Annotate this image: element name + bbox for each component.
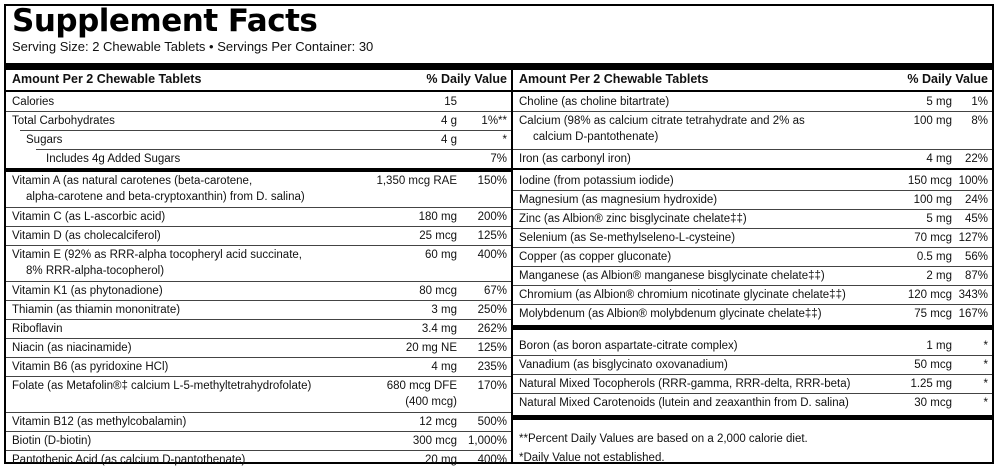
nutrient-name: Folate (as Metafolin®‡ calcium L-5-methyltetrahydrofolate) [12, 380, 312, 392]
serving-info: Serving Size: 2 Chewable Tablets • Servings Per Container: 30 [12, 39, 374, 54]
nutrient-dv: 7% [490, 153, 507, 165]
divider [513, 374, 992, 375]
nutrient-amount-line2: (400 mcg) [405, 396, 457, 408]
nutrient-dv: 150% [477, 175, 507, 187]
nutrient-name: Natural Mixed Carotenoids (lutein and zeaxanthin from D. salina) [519, 397, 849, 409]
nutrient-amount: 70 mcg [914, 232, 952, 244]
nutrient-dv: 400% [477, 454, 507, 466]
divider [513, 266, 992, 267]
nutrient-amount: 3.4 mg [421, 323, 457, 335]
divider [513, 228, 992, 229]
divider [513, 247, 992, 248]
nutrient-amount: 12 mcg [419, 416, 457, 428]
divider [6, 90, 511, 92]
amount-header: Amount Per 2 Chewable Tablets [519, 72, 709, 86]
nutrient-amount: 4 mg [926, 153, 952, 165]
nutrient-amount: 1.25 mg [910, 378, 952, 390]
nutrient-name-line2: calcium D-pantothenate) [533, 131, 659, 143]
nutrient-amount: 5 mg [926, 213, 952, 225]
divider [513, 209, 992, 210]
nutrient-dv: 400% [477, 249, 507, 261]
nutrient-dv: * [983, 359, 988, 371]
nutrient-name: Vitamin D (as cholecalciferol) [12, 230, 161, 242]
nutrient-dv: 167% [958, 308, 988, 320]
dv-header: % Daily Value [907, 72, 988, 86]
nutrient-amount: 3 mg [431, 304, 457, 316]
nutrient-amount: 4 g [441, 115, 457, 127]
nutrient-name: Vitamin C (as L-ascorbic acid) [12, 211, 166, 223]
nutrient-amount: 25 mcg [419, 230, 457, 242]
divider [6, 245, 511, 246]
nutrient-dv: 22% [964, 153, 988, 165]
nutrient-dv: 8% [971, 115, 988, 127]
nutrient-amount: 2 mg [926, 270, 952, 282]
amount-header: Amount Per 2 Chewable Tablets [12, 72, 202, 86]
nutrient-amount: 20 mg NE [405, 342, 457, 354]
nutrient-name: Molybdenum (as Albion® molybdenum glycinate chelate‡‡) [519, 308, 822, 320]
nutrient-amount: 60 mg [425, 249, 457, 261]
nutrient-name: Total Carbohydrates [12, 115, 115, 127]
nutrient-amount: 0.5 mg [916, 251, 952, 263]
nutrient-name-line2: alpha-carotene and beta-cryptoxanthin) from D. salina) [26, 191, 305, 203]
nutrient-name [12, 247, 302, 279]
nutrient-name: Iodine (from potassium iodide) [519, 175, 674, 187]
nutrient-dv: 250% [477, 304, 507, 316]
nutrient-name [12, 173, 305, 205]
divider [6, 226, 511, 227]
divider [513, 325, 992, 330]
nutrient-name: Vitamin K1 (as phytonadione) [12, 285, 163, 297]
nutrient-dv: 125% [477, 230, 507, 242]
nutrient-amount: 1,350 mcg RAE [376, 175, 457, 187]
nutrient-dv: 200% [477, 211, 507, 223]
column-divider [511, 63, 513, 462]
footnote-dv-basis: **Percent Daily Values are based on a 2,000 calorie diet. [519, 433, 808, 445]
nutrient-dv: * [983, 340, 988, 352]
nutrient-name-line1: Vitamin A (as natural carotenes (beta-carotene, [12, 175, 253, 187]
divider [513, 168, 992, 170]
nutrient-dv: 100% [958, 175, 988, 187]
nutrient-amount: 5 mg [926, 96, 952, 108]
nutrient-dv: * [502, 134, 507, 146]
nutrient-dv: 1%** [481, 115, 507, 127]
divider [513, 149, 992, 150]
nutrient-dv: 127% [958, 232, 988, 244]
nutrient-name: Thiamin (as thiamin mononitrate) [12, 304, 181, 316]
divider [20, 130, 511, 131]
nutrient-amount: 50 mcg [914, 359, 952, 371]
divider [36, 149, 511, 150]
divider [6, 450, 511, 451]
nutrient-dv: * [983, 397, 988, 409]
nutrient-amount: 15 [444, 96, 457, 108]
nutrient-name: Vitamin B12 (as methylcobalamin) [12, 416, 187, 428]
nutrient-dv: 24% [964, 194, 988, 206]
divider [6, 207, 511, 208]
nutrient-name: Manganese (as Albion® manganese bisglycinate chelate‡‡) [519, 270, 825, 282]
header-rule [6, 63, 992, 70]
nutrient-name: Calories [12, 96, 55, 108]
nutrient-dv: 56% [964, 251, 988, 263]
divider [6, 319, 511, 320]
nutrient-amount [387, 378, 457, 410]
dv-header: % Daily Value [426, 72, 507, 86]
nutrient-name: Natural Mixed Tocopherols (RRR-gamma, RRR-delta, RRR-beta) [519, 378, 851, 390]
nutrient-name: Sugars [26, 134, 63, 146]
nutrient-dv: 67% [483, 285, 507, 297]
divider [513, 415, 992, 420]
nutrient-dv: 235% [477, 361, 507, 373]
nutrient-name: Copper (as copper gluconate) [519, 251, 672, 263]
nutrient-amount: 4 mg [431, 361, 457, 373]
divider [6, 338, 511, 339]
nutrient-name: Pantothenic Acid (as calcium D-pantothenate) [12, 454, 246, 466]
divider [513, 355, 992, 356]
nutrient-dv: 1,000% [467, 435, 507, 447]
divider [513, 90, 992, 92]
nutrient-amount-line1: 680 mcg DFE [386, 380, 457, 392]
nutrient-name: Iron (as carbonyl iron) [519, 153, 631, 165]
divider [6, 431, 511, 432]
divider [513, 304, 992, 305]
nutrient-amount: 180 mg [418, 211, 457, 223]
nutrient-name: Niacin (as niacinamide) [12, 342, 132, 354]
nutrient-dv: 125% [477, 342, 507, 354]
nutrient-amount: 100 mg [913, 194, 952, 206]
nutrient-amount: 300 mcg [412, 435, 457, 447]
divider [513, 111, 992, 112]
divider [6, 412, 511, 413]
divider [513, 190, 992, 191]
nutrient-amount: 30 mcg [914, 397, 952, 409]
nutrient-dv: * [983, 378, 988, 390]
nutrient-name: Zinc (as Albion® zinc bisglycinate chelate‡‡) [519, 213, 747, 225]
supplement-facts-panel [4, 4, 994, 464]
nutrient-amount: 20 mg [425, 454, 457, 466]
divider [513, 393, 992, 394]
divider [6, 281, 511, 282]
nutrient-amount: 1 mg [926, 340, 952, 352]
nutrient-dv: 45% [964, 213, 988, 225]
nutrient-name: Riboflavin [12, 323, 63, 335]
nutrient-dv: 343% [958, 289, 988, 301]
panel-title: Supplement Facts [12, 3, 318, 39]
nutrient-name: Chromium (as Albion® chromium nicotinate glycinate chelate‡‡) [519, 289, 846, 301]
nutrient-name: Biotin (D-biotin) [12, 435, 92, 447]
nutrient-amount: 100 mg [913, 115, 952, 127]
nutrient-dv: 1% [971, 96, 988, 108]
nutrient-name: Includes 4g Added Sugars [46, 153, 181, 165]
nutrient-name-line1: Vitamin E (92% as RRR-alpha tocopheryl acid succinate, [12, 249, 302, 261]
nutrient-amount: 150 mcg [907, 175, 952, 187]
nutrient-amount: 80 mcg [419, 285, 457, 297]
nutrient-name-line1: Calcium (98% as calcium citrate tetrahydrate and 2% as [519, 115, 805, 127]
nutrient-name [519, 113, 805, 145]
nutrient-amount: 75 mcg [914, 308, 952, 320]
divider [6, 111, 511, 112]
nutrient-amount: 120 mcg [907, 289, 952, 301]
nutrient-name: Boron (as boron aspartate-citrate complex) [519, 340, 738, 352]
nutrient-name: Selenium (as Se-methylseleno-L-cysteine) [519, 232, 736, 244]
nutrient-name: Choline (as choline bitartrate) [519, 96, 670, 108]
divider [6, 168, 511, 172]
divider [6, 376, 511, 377]
footnote-dv-not-established: *Daily Value not established. [519, 452, 665, 464]
nutrient-name: Magnesium (as magnesium hydroxide) [519, 194, 718, 206]
divider [6, 357, 511, 358]
divider [6, 300, 511, 301]
nutrient-dv: 262% [477, 323, 507, 335]
nutrient-name: Vanadium (as bisglycinato oxovanadium) [519, 359, 728, 371]
nutrient-name: Vitamin B6 (as pyridoxine HCl) [12, 361, 169, 373]
divider [513, 285, 992, 286]
nutrient-amount: 4 g [441, 134, 457, 146]
nutrient-dv: 87% [964, 270, 988, 282]
nutrient-dv: 170% [477, 380, 507, 392]
nutrient-name-line2: 8% RRR-alpha-tocopherol) [26, 265, 165, 277]
nutrient-dv: 500% [477, 416, 507, 428]
